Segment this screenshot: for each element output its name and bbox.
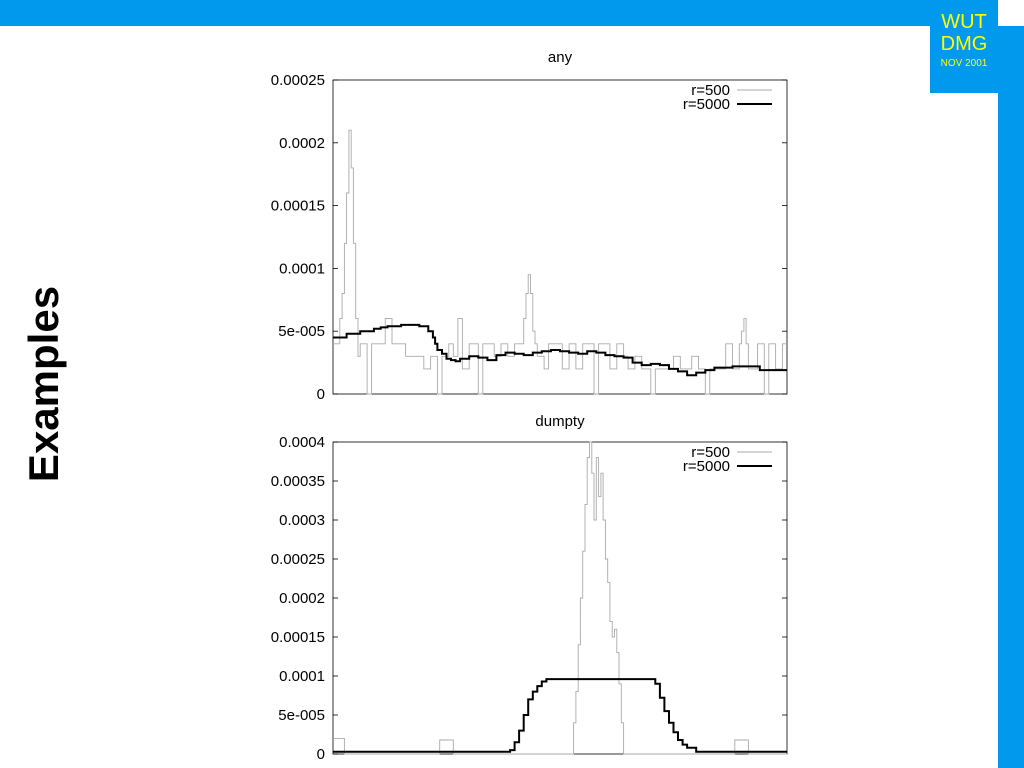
logo-date: NOV 2001 <box>940 58 988 69</box>
chart-title: dumpty <box>535 413 585 430</box>
y-tick-label: 5e-005 <box>278 707 325 724</box>
y-tick-label: 0.0001 <box>279 668 325 685</box>
legend-label: r=5000 <box>682 458 730 475</box>
y-tick-label: 0.00025 <box>270 551 325 568</box>
plot-frame <box>333 80 787 394</box>
y-tick-label: 0.00015 <box>270 629 325 646</box>
y-tick-label: 0.0004 <box>279 434 325 451</box>
logo-wut: WUT <box>941 11 987 33</box>
y-tick-label: 0.0001 <box>279 260 325 278</box>
series-line-r-5000 <box>333 679 787 752</box>
y-tick-label: 0.0002 <box>279 590 325 607</box>
chart-any <box>271 49 787 403</box>
plot-frame <box>333 442 787 754</box>
chart-title: any <box>547 49 573 66</box>
series-line-r-5000 <box>333 325 787 375</box>
series-line-r-500 <box>333 130 787 394</box>
y-tick-label: 0.00035 <box>270 473 325 490</box>
legend-label: r=5000 <box>682 96 730 113</box>
chart-dumpty <box>271 413 787 763</box>
y-tick-label: 0.0003 <box>279 512 325 529</box>
legend-label: r=500 <box>691 82 730 99</box>
series-line-r-500 <box>333 442 787 754</box>
logo-dmg: DMG <box>940 33 988 55</box>
legend-label: r=500 <box>691 444 730 461</box>
y-tick-label: 5e-005 <box>278 323 325 341</box>
y-tick-label: 0.00015 <box>270 197 325 215</box>
y-tick-label: 0 <box>316 746 325 763</box>
y-tick-label: 0.0002 <box>279 134 325 152</box>
slide-title: Examples <box>20 285 67 483</box>
y-tick-label: 0 <box>316 386 325 403</box>
y-tick-label: 0.00025 <box>270 72 325 89</box>
